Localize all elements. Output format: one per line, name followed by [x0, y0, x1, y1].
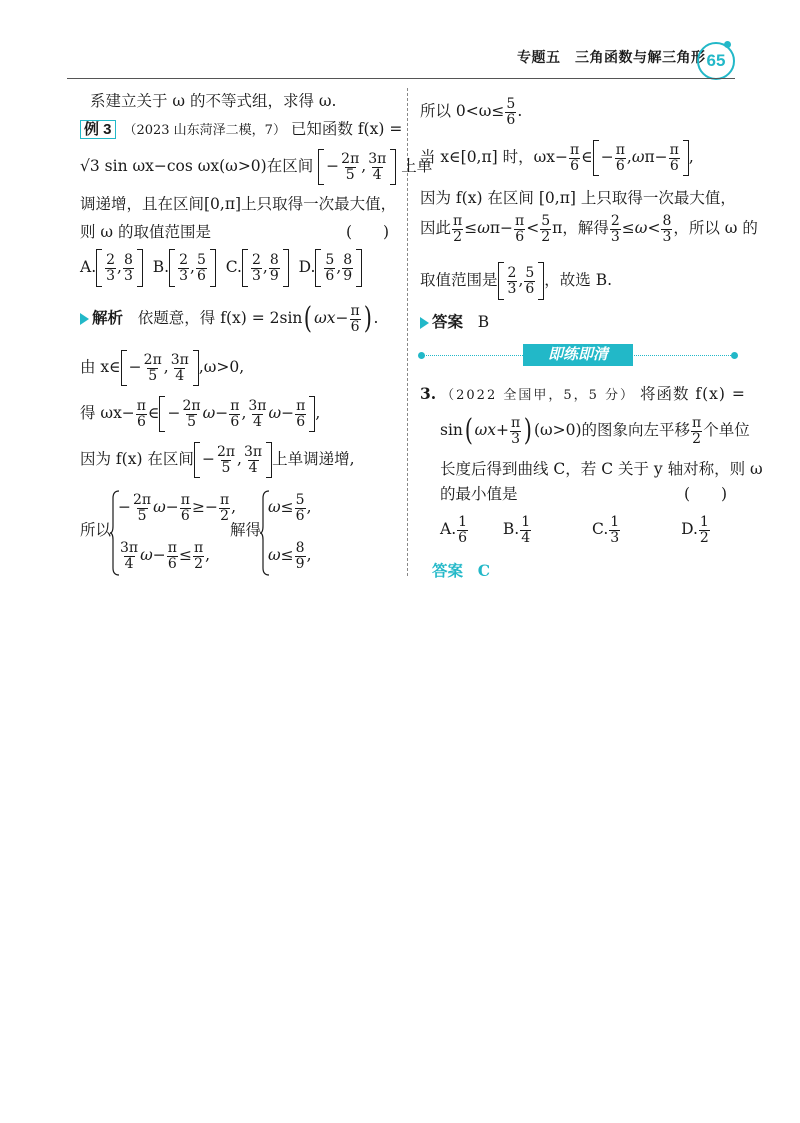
q3-answer-label: 答案: [432, 563, 464, 580]
step-3: 因为 f(x) 在区间 − $\frac{2\pi}{5}$ , $\frac{3\pi}{4}$ 上单调递增,: [80, 442, 355, 478]
analysis-label: 解析: [92, 310, 124, 327]
option-b-label: B.: [152, 258, 170, 276]
answer-line: [420, 312, 489, 333]
q3-line-4: 的最小值是: [440, 485, 518, 503]
example-header: [80, 119, 402, 141]
page-number-dot: [724, 41, 731, 48]
header-rule: [67, 78, 735, 79]
q3-option-d: D.: [681, 520, 698, 538]
q3-text-1: 将函数 f(x) =: [639, 385, 746, 403]
stem-2a: √3 sin ωx−cos ωx(ω>0)在区间: [80, 157, 314, 175]
analysis-arrow-icon: [80, 313, 89, 325]
bracket-left: [318, 149, 324, 185]
q3-option-a: A.: [440, 520, 457, 538]
q3-source: （2022 全国甲，5，5 分）: [441, 388, 636, 403]
system-1-row-1: − $\frac{2\pi}{5}$ ω− $\frac{\pi}{6}$ ≥− $\frac{\pi}{2}$ ,: [118, 491, 237, 524]
system-2-row-1: ω≤ $\frac{5}{6}$ ,: [268, 491, 312, 524]
analysis-line: 解析 依题意，得 f(x) = 2sin( ωx− $\frac{\pi}{6}$ ) .: [80, 301, 378, 336]
step-1: 由 x∈ − $\frac{2\pi}{5}$ , $\frac{3\pi}{4}$ ,ω>0,: [80, 350, 244, 386]
answer-arrow-icon: [420, 317, 429, 329]
r4b-text: ，解得: [562, 219, 609, 237]
q3-line-2: sin( ωx+ $\frac{\pi}{3}$ ) (ω>0)的图象向左平移 $\frac{\pi}{2}$ 个单位: [440, 413, 750, 448]
q3-text-2a: sin: [440, 421, 463, 439]
example-stem-1: 已知函数 f(x) =: [290, 120, 403, 138]
example-stem-3: 调递增，且在区间[0,π]上只取得一次最大值，: [80, 195, 397, 213]
r5a-text: 取值范围是: [420, 271, 498, 289]
analysis-text: 依题意，得 f(x) = 2sin: [137, 309, 303, 327]
r4a-text: 因此: [420, 219, 452, 237]
example-tag: 例 3: [80, 120, 116, 139]
option-c-label: C.: [225, 258, 242, 276]
step-3-tail: 上单调递增,: [272, 450, 355, 468]
right-line-3: 因为 f(x) 在区间 [0,π] 上只取得一次最大值，: [420, 189, 736, 207]
system-2-row-2: ω≤ $\frac{8}{9}$ ,: [268, 539, 312, 572]
right-line-2: 当 x∈[0,π] 时，ωx− $\frac{\pi}{6}$ ∈ − $\frac{\pi}{6}$ ,ωπ− $\frac{\pi}{6}$ ,: [420, 140, 694, 176]
option-a-label: A.: [80, 258, 97, 276]
example-stem-2: √3 sin ωx−cos ωx(ω>0)在区间 − $\frac{2\pi}{5}$ , $\frac{3\pi}{4}$ 上单: [80, 149, 432, 185]
example-options: A. $\frac{2}{3}$ , $\frac{8}{3}$ B. $\frac{2}{3}$ , $\frac{5}{6}$ C. $\frac{2}{3}$ , $\frac{8}{9}$ D. $\frac{5}{6}$ , $\frac{8}{9}$: [80, 248, 362, 287]
bracket-right: [390, 149, 396, 185]
q3-options: A. $\frac{1}{6}$ B. $\frac{1}{4}$ C. $\frac{1}{3}$ D. $\frac{1}{2}$: [440, 513, 709, 546]
right-line-5: 取值范围是 $\frac{2}{3}$ , $\frac{5}{6}$ ，故选 B.: [420, 262, 612, 300]
step-2: 得 ωx− $\frac{\pi}{6}$ ∈ − $\frac{2\pi}{5}$ ω− $\frac{\pi}{6}$ , $\frac{3\pi}{4}$ ω− $\frac{\pi}{6}$ ,: [80, 396, 320, 432]
r4c-text: ，所以 ω 的: [673, 219, 758, 237]
option-d-label: D.: [298, 258, 316, 276]
step-1-text: 由 x∈: [80, 358, 121, 376]
section-banner: [420, 344, 735, 366]
answer-label: 答案: [432, 314, 464, 331]
q3-blank: ( ): [684, 485, 728, 503]
q3-answer-line: [432, 561, 490, 582]
q3-option-c: C.: [592, 520, 609, 538]
example-blank: ( ): [346, 223, 390, 241]
q3-line-3: 长度后得到曲线 C，若 C 关于 y 轴对称，则 ω: [440, 460, 763, 478]
system-1-row-2: $\frac{3\pi}{4}$ ω− $\frac{\pi}{6}$ ≤ $\frac{\pi}{2}$ ,: [120, 539, 211, 572]
right-line-4: 因此 $\frac{\pi}{2}$ ≤ωπ− $\frac{\pi}{6}$ < $\frac{5}{2}$ π，解得 $\frac{2}{3}$ ≤ω< $\frac{8}{3}$ ，所以 ω 的: [420, 212, 758, 245]
q3-line-1: [420, 384, 746, 406]
section-banner-label: 即练即清: [523, 344, 633, 366]
q3-option-b: B.: [502, 520, 520, 538]
stem-2b: 上单: [401, 157, 433, 175]
step-2-text: 得 ωx−: [80, 404, 135, 422]
q3-text-2c: 个单位: [703, 421, 750, 439]
page-header-title: 专题五 三角函数与解三角形: [517, 49, 706, 65]
example-stem-4: 则 ω 的取值范围是: [80, 223, 211, 241]
q3-text-2b: (ω>0)的图象向左平移: [533, 421, 691, 439]
step-4-mid: 解得: [230, 521, 262, 539]
answer-value: B: [477, 313, 490, 331]
r5b-text: ，故选 B.: [544, 271, 613, 289]
page-number: 65: [697, 42, 735, 80]
r2-text: 当 x∈[0,π] 时，ωx−: [420, 148, 569, 166]
step-1-tail: ,ω>0,: [198, 358, 245, 376]
right-line-1: 所以 0<ω≤ $\frac{5}{6}$ .: [420, 95, 523, 128]
q3-number: 3.: [420, 384, 437, 403]
r1-text: 所以 0<ω≤: [420, 102, 505, 120]
step-4-label: 所以: [80, 521, 112, 539]
intro-text: 系建立关于 ω 的不等式组，求得 ω.: [90, 92, 337, 110]
example-source: （2023 山东菏泽二模，7）: [123, 123, 286, 138]
q3-answer-value: C: [477, 561, 491, 580]
step-3-text: 因为 f(x) 在区间: [80, 450, 194, 468]
